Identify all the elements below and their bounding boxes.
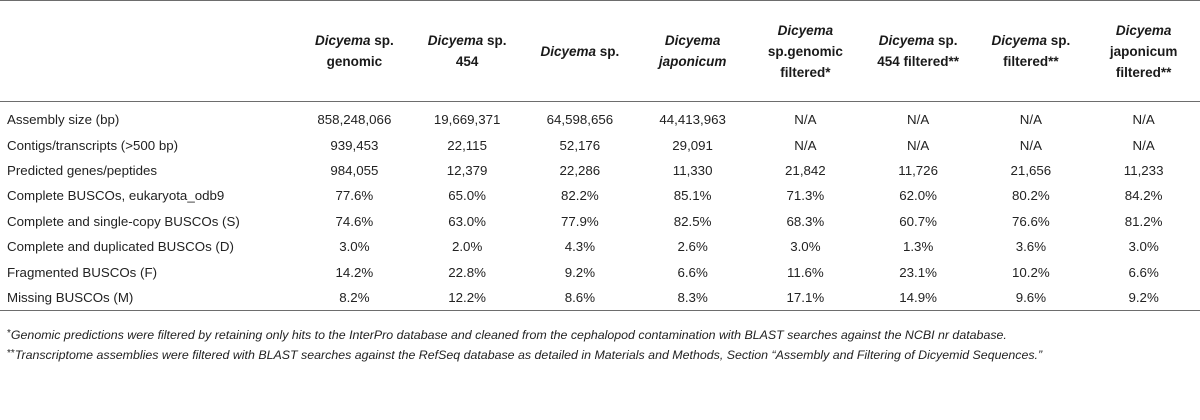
table-cell: 2.0%: [451, 239, 483, 255]
table-cell: 23.1%: [899, 264, 937, 280]
column-header: Dicyema sp.genomic filtered*: [767, 22, 843, 80]
row-label: Complete and duplicated BUSCOs (D): [7, 239, 234, 255]
column-header: Dicyema sp. 454: [427, 33, 507, 69]
table-cell: 2.6%: [677, 239, 708, 255]
table-cell: 62.0%: [899, 188, 937, 204]
table-cell: 11,726: [898, 162, 938, 178]
column-header: Dicyema sp. 454 filtered**: [877, 33, 960, 69]
table-cell: 3.6%: [1015, 239, 1047, 255]
table-cell: 984,055: [330, 162, 379, 178]
column-header: Dicyema japonicum: [658, 33, 727, 69]
table-cell: 4.3%: [564, 239, 596, 255]
table-cell: 77.6%: [335, 188, 374, 204]
table-cell: 64,598,656: [546, 112, 614, 128]
row-label: Predicted genes/peptides: [7, 162, 158, 178]
table-cell: 11.6%: [787, 264, 824, 280]
table-cell: 71.3%: [786, 188, 825, 204]
table-cell: 82.2%: [561, 188, 599, 204]
table-cell: 52,176: [559, 137, 601, 153]
table-cell: N/A: [907, 112, 930, 128]
table-cell: 858,248,066: [317, 112, 392, 128]
table-cell: 9.2%: [1128, 289, 1159, 305]
table-footnotes: [7, 325, 1192, 365]
table-row: [0, 209, 1200, 234]
footnote: *Genomic predictions were filtered by retaining only hits to the InterPro database and cleaned from the cephalopod contamination with BLAST searches against the NCBI nr database.: [7, 328, 1007, 342]
table-row: [0, 183, 1200, 208]
table-cell: N/A: [1019, 112, 1042, 128]
table-cell: 6.6%: [1128, 264, 1159, 280]
table-cell: 19,669,371: [433, 112, 501, 128]
table-cell: N/A: [794, 137, 817, 153]
table-row: [0, 285, 1200, 311]
row-label: Fragmented BUSCOs (F): [7, 264, 157, 280]
table-cell: 84.2%: [1124, 188, 1163, 204]
table-cell: 3.0%: [339, 239, 370, 255]
column-header: Dicyema sp. genomic: [314, 33, 394, 69]
table-cell: 85.1%: [673, 188, 712, 204]
table-cell: 8.6%: [564, 289, 596, 305]
footnote: **Transcriptome assemblies were filtered with BLAST searches against the RefSeq database as detailed in Materials and Methods, Section “Assembly and Filtering of Dicyemid Sequences.”: [7, 348, 1043, 362]
row-label: Complete BUSCOs, eukaryota_odb9: [7, 188, 225, 204]
table-cell: 22,115: [447, 137, 487, 153]
column-header: Dicyema japonicum filtered**: [1109, 22, 1178, 80]
table-cell: N/A: [1132, 112, 1155, 128]
table-cell: 6.6%: [677, 264, 708, 280]
table-cell: 12.2%: [448, 289, 486, 305]
table-cell: N/A: [1132, 137, 1155, 153]
table-cell: 11,330: [672, 162, 713, 178]
table-cell: N/A: [1019, 137, 1042, 153]
table-row: [0, 158, 1200, 183]
table-cell: 76.6%: [1012, 213, 1050, 229]
table-row: [0, 102, 1200, 133]
table-row: [0, 234, 1200, 259]
table-cell: 3.0%: [790, 239, 821, 255]
table-cell: 77.9%: [561, 213, 599, 229]
table-cell: 14.2%: [335, 264, 374, 280]
table-cell: 44,413,963: [659, 112, 726, 128]
table-header: [0, 1, 1200, 102]
table-cell: N/A: [907, 137, 930, 153]
table-cell: 21,656: [1010, 162, 1052, 178]
table-cell: 82.5%: [673, 213, 712, 229]
table-cell: 22.8%: [448, 264, 486, 280]
table-cell: 9.6%: [1015, 289, 1047, 305]
table-cell: 63.0%: [448, 213, 486, 229]
table-cell: 74.6%: [335, 213, 374, 229]
table-cell: 11,233: [1123, 162, 1164, 178]
table-cell: 80.2%: [1012, 188, 1050, 204]
table-cell: 60.7%: [899, 213, 937, 229]
table-cell: 1.3%: [902, 239, 934, 255]
table-cell: 29,091: [672, 137, 713, 153]
table-cell: 12,379: [446, 162, 488, 178]
row-label: Missing BUSCOs (M): [7, 289, 134, 305]
table-cell: N/A: [794, 112, 817, 128]
row-label: Contigs/transcripts (>500 bp): [7, 137, 179, 153]
row-label: Complete and single-copy BUSCOs (S): [7, 213, 240, 229]
table-cell: 8.3%: [677, 289, 708, 305]
table-cell: 8.2%: [339, 289, 370, 305]
table-cell: 17.1%: [786, 289, 825, 305]
table-cell: 939,453: [330, 137, 379, 153]
table-body: [0, 102, 1200, 311]
table-cell: 65.0%: [448, 188, 486, 204]
column-header: Dicyema sp. filtered**: [991, 33, 1071, 69]
column-header: Dicyema sp.: [540, 43, 620, 59]
table-cell: 81.2%: [1124, 213, 1163, 229]
table-cell: 9.2%: [564, 264, 596, 280]
row-label: Assembly size (bp): [7, 112, 120, 128]
table-cell: 68.3%: [786, 213, 825, 229]
table-cell: 22,286: [559, 162, 601, 178]
table-cell: 3.0%: [1128, 239, 1159, 255]
table-row: [0, 132, 1200, 157]
table-cell: 21,842: [785, 162, 826, 178]
table-row: [0, 259, 1200, 284]
header-empty-cell: [0, 1, 298, 102]
table-cell: 10.2%: [1012, 264, 1050, 280]
table-cell: 14.9%: [899, 289, 937, 305]
